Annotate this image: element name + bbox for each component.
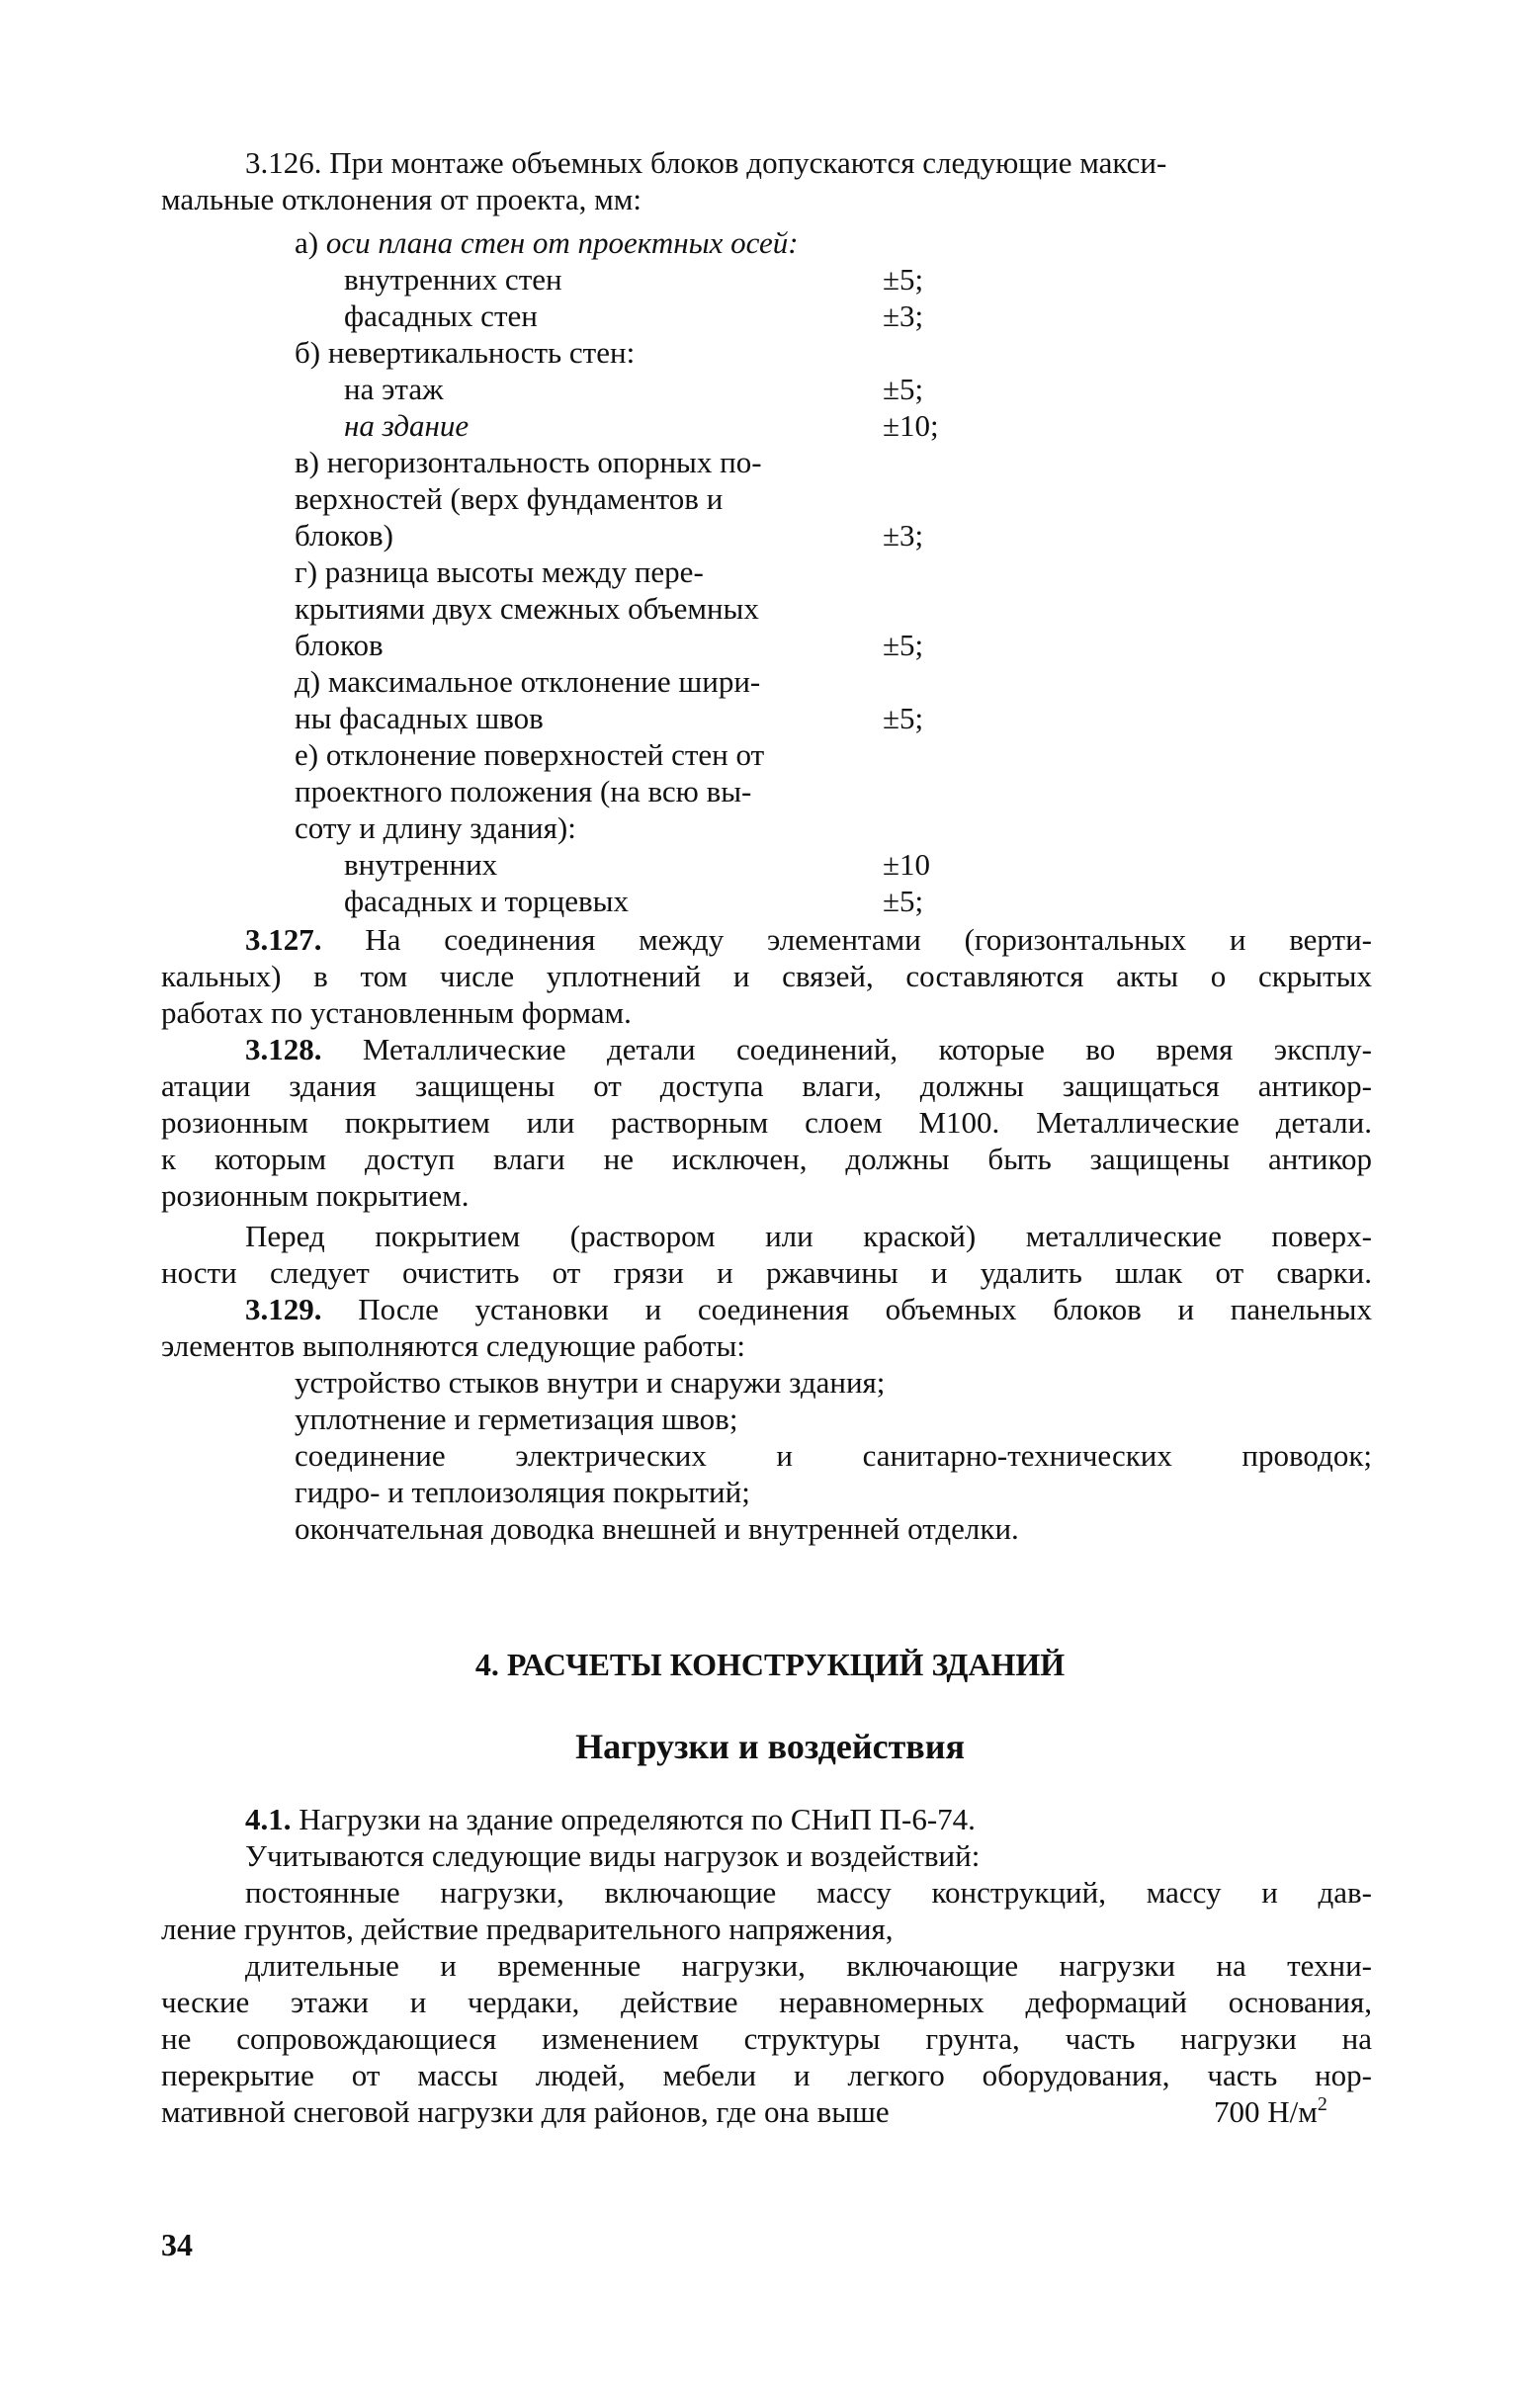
item-a-text: оси плана стен от проектных осей: [325, 225, 799, 260]
load-value [1214, 2094, 1327, 2130]
item-e-line1: е) отклонение поверхностей стен от [295, 737, 765, 772]
clause-number: 3.129. [245, 1292, 322, 1326]
item-v-line2: верхностей (верх фундаментов и [295, 481, 724, 516]
clause-number: 4.1. [245, 1802, 292, 1836]
clause-3-128-para2-line1: Перед покрытием (раствором или краской) металлические поверх- [245, 1219, 1372, 1253]
item-d-line2: ны фасадных швов [295, 701, 544, 735]
clause-3-126-intro-line1 [245, 145, 1166, 181]
item-g-line2: крытиями двух смежных объемных [295, 591, 759, 626]
clause-3-127-line3: работах по установленным формам. [161, 995, 632, 1030]
item-v-line3: блоков) [295, 518, 393, 553]
item-b-1-value: ±5; [883, 372, 924, 406]
clause-3-127-line2: кальных) в том числе уплотнений и связей, составляются акты о скрытых [161, 959, 1372, 993]
item-g-line1: г) разница высоты между пере- [295, 554, 704, 589]
load-value-exponent: 2 [1317, 2093, 1327, 2115]
item-g-value: ±5; [883, 628, 924, 662]
clause-4-1-line1 [245, 1802, 976, 1837]
clause-3-128-line2: атации здания защищены от доступа влаги, должны защищаться антикор- [161, 1068, 1372, 1103]
clause-4-1-p2-line1: длительные и временные нагрузки, включающие нагрузки на техни- [245, 1948, 1372, 1983]
clause-4-1-p2-line3: не сопровождающиеся изменением структуры грунта, часть нагрузки на [161, 2021, 1372, 2056]
clause-4-1-p1-line1: постоянные нагрузки, включающие массу конструкций, массу и дав- [245, 1875, 1372, 1910]
item-e-line3: соту и длину здания): [295, 810, 576, 845]
item-d-value: ±5; [883, 701, 924, 735]
item-a-title [295, 225, 799, 261]
clause-4-1-p2-line4: перекрытие от массы людей, мебели и легкого оборудования, часть нор- [161, 2058, 1372, 2092]
clause-number: 3.128. [245, 1032, 322, 1066]
list-item: гидро- и теплоизоляция покрытий; [295, 1475, 750, 1509]
clause-text: При монтаже объемных блоков допускаются следующие макси- [329, 145, 1167, 180]
clause-4-1-p1-line2: ление грунтов, действие предварительного напряжения, [161, 1912, 894, 1946]
clause-text: На соединения между элементами (горизонтальных и верти- [365, 922, 1372, 957]
item-a-1-label: внутренних стен [344, 262, 562, 297]
item-a-2-value: ±3; [883, 298, 924, 333]
item-b-title: б) невертикальность стен: [295, 335, 636, 370]
clause-3-128-line5: розионным покрытием. [161, 1178, 470, 1213]
item-d-line1: д) максимальное отклонение шири- [295, 664, 761, 699]
clause-4-1-p2-line5 [161, 2094, 890, 2130]
item-e-2-label: фасадных и торцевых [344, 884, 629, 918]
clause-3-129-line1 [245, 1292, 1372, 1327]
item-e-1-value: ±10 [883, 847, 931, 882]
clause-3-127-line1 [245, 922, 1372, 958]
load-value-text: 700 Н/м [1214, 2094, 1318, 2129]
clause-text: мативной снеговой нагрузки для районов, где она выше [161, 2094, 890, 2129]
clause-number: 3.127. [245, 922, 322, 957]
clause-3-128-para2-line2: ности следует очистить от грязи и ржавчины и удалить шлак от сварки. [161, 1255, 1372, 1290]
item-a-1-value: ±5; [883, 262, 924, 297]
item-g-line3: блоков [295, 628, 384, 662]
item-b-1-label: на этаж [344, 372, 444, 406]
clause-3-126-intro-line2: мальные отклонения от проекта, мм: [161, 182, 642, 216]
item-a-2-label: фасадных стен [344, 298, 538, 333]
clause-3-128-line4: к которым доступ влаги не исключен, должны быть защищены антикор [161, 1142, 1372, 1176]
clause-4-1-p2-line2: ческие этажи и чердаки, действие неравномерных деформаций основания, [161, 1985, 1372, 2019]
clause-text: Металлические детали соединений, которые во время эксплу- [362, 1032, 1373, 1066]
clause-3-128-line3: розионным покрытием или растворным слоем М100. Металлические детали. [161, 1105, 1372, 1140]
clause-text: После установки и соединения объемных блоков и панельных [358, 1292, 1373, 1326]
clause-4-1-line2: Учитываются следующие виды нагрузок и воздействий: [245, 1838, 981, 1873]
list-item: устройство стыков внутри и снаружи здания; [295, 1365, 886, 1400]
list-item: соединение электрических и санитарно-технических проводок; [295, 1438, 1372, 1473]
chapter-title: 4. РАСЧЕТЫ КОНСТРУКЦИЙ ЗДАНИЙ [474, 1647, 1066, 1682]
list-item: уплотнение и герметизация швов; [295, 1402, 738, 1436]
item-e-2-value: ±5; [883, 884, 924, 918]
item-b-2-label: на здание [344, 408, 470, 443]
section-subtitle: Нагрузки и воздействия [575, 1727, 965, 1766]
clause-text: Нагрузки на здание определяются по СНиП П-6-74. [299, 1802, 976, 1836]
item-e-line2: проектного положения (на всю вы- [295, 774, 752, 808]
item-a-marker: а) [295, 225, 319, 260]
list-item: окончательная доводка внешней и внутренней отделки. [295, 1511, 1019, 1546]
clause-3-129-line2: элементов выполняются следующие работы: [161, 1328, 745, 1363]
clause-3-128-line1 [245, 1032, 1372, 1067]
clause-number: 3.126. [245, 145, 322, 180]
page-number: 34 [161, 2227, 193, 2262]
item-e-1-label: внутренних [344, 847, 498, 882]
item-v-line1: в) негоризонтальность опорных по- [295, 445, 762, 479]
item-v-value: ±3; [883, 518, 924, 553]
item-b-2-value: ±10; [883, 408, 939, 443]
